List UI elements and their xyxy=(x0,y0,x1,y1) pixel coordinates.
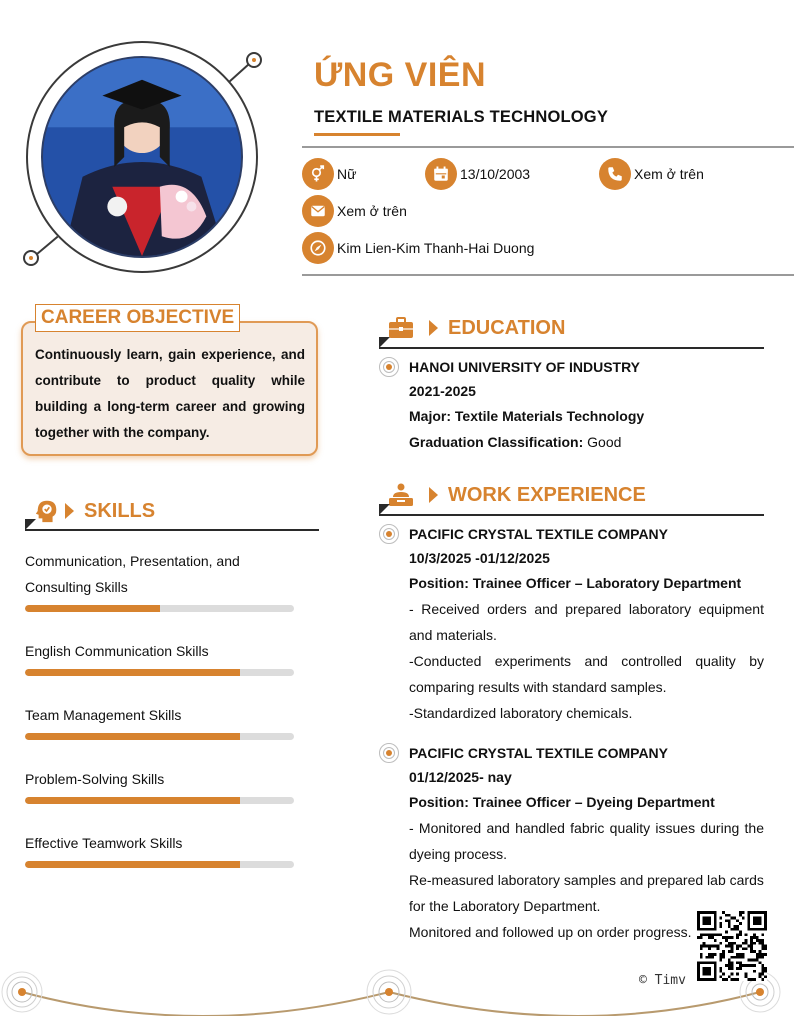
job-duty: - Monitored and handled fabric quality issues during the dyeing process. xyxy=(409,820,764,862)
job-period: 10/3/2025 -01/12/2025 xyxy=(409,550,550,566)
qr-code-graphic xyxy=(697,911,767,981)
education-years: 2021-2025 xyxy=(409,383,476,399)
address-value: Kim Lien-Kim Thanh-Hai Duong xyxy=(337,240,535,256)
deco-dot-bottom xyxy=(23,250,39,266)
job-company: PACIFIC CRYSTAL TEXTILE COMPANY xyxy=(409,745,669,761)
skill-name: Problem-Solving Skills xyxy=(25,771,165,787)
skill-name: Effective Teamwork Skills xyxy=(25,835,183,851)
skill-bar xyxy=(25,605,294,612)
job-duty: -Conducted experiments and controlled quality by comparing results with standard samples. xyxy=(409,653,764,695)
career-objective-text: Continuously learn, gain experience, and contribute to product quality while building a long-term career and growing together with the company. xyxy=(35,347,305,440)
avatar xyxy=(41,56,243,258)
career-objective-title: CAREER OBJECTIVE xyxy=(35,304,240,332)
skill-bar-fill xyxy=(25,797,240,804)
skill-name: Team Management Skills xyxy=(25,707,182,723)
job-position: Position: Trainee Officer – Laboratory Department xyxy=(409,575,742,591)
timeline-marker xyxy=(379,743,399,763)
skill-bar-fill xyxy=(25,861,240,868)
classification-value: Good xyxy=(583,434,622,450)
education-school: HANOI UNIVERSITY OF INDUSTRY xyxy=(409,359,641,375)
location-icon xyxy=(302,232,334,264)
phone-value: Xem ở trên xyxy=(634,166,704,182)
chevron-right-icon xyxy=(65,503,74,519)
gender-value: Nữ xyxy=(337,166,357,182)
email-value: Xem ở trên xyxy=(337,203,407,219)
copyright-text: © Timv xyxy=(639,973,686,988)
info-address xyxy=(302,232,534,264)
education-title: EDUCATION xyxy=(448,316,566,339)
chevron-right-icon xyxy=(429,487,438,503)
calendar-icon xyxy=(425,158,457,190)
info-divider-top xyxy=(302,146,794,148)
education-major: Major: Textile Materials Technology xyxy=(409,408,645,424)
job-duty: Monitored and followed up on order progress. xyxy=(409,924,692,940)
job-duty: - Received orders and prepared laboratory equipment and materials. xyxy=(409,601,764,643)
education-classification xyxy=(409,429,764,455)
info-birthdate xyxy=(425,158,530,190)
job-period: 01/12/2025- nay xyxy=(409,769,512,785)
work-title: WORK EXPERIENCE xyxy=(448,483,646,506)
skill-bar xyxy=(25,733,294,740)
candidate-name: ỨNG VIÊN xyxy=(314,56,487,94)
skills-divider xyxy=(25,529,319,531)
job-title: TEXTILE MATERIALS TECHNOLOGY xyxy=(314,108,609,126)
skill-bar-fill xyxy=(25,605,160,612)
briefcase-icon xyxy=(387,314,415,342)
job-position: Position: Trainee Officer – Dyeing Department xyxy=(409,794,715,810)
work-header xyxy=(387,481,646,509)
chevron-right-icon xyxy=(429,320,438,336)
job-company: PACIFIC CRYSTAL TEXTILE COMPANY xyxy=(409,526,669,542)
footer-ripple-left xyxy=(2,972,42,1012)
footer-ripple-center xyxy=(367,970,411,1014)
deco-dot-top xyxy=(246,52,262,68)
skill-bar-fill xyxy=(25,733,240,740)
info-divider-bottom xyxy=(302,274,794,276)
skill-bar xyxy=(25,797,294,804)
birthdate-value: 13/10/2003 xyxy=(460,166,531,182)
head-gear-icon xyxy=(33,497,61,525)
skill-name: Communication, Presentation, and Consulting Skills xyxy=(25,553,240,595)
deco-line-bottom xyxy=(36,236,58,255)
skill-bar xyxy=(25,669,294,676)
classification-label: Graduation Classification: xyxy=(409,434,584,450)
work-divider xyxy=(379,514,764,516)
timeline-marker xyxy=(379,357,399,377)
qr-code[interactable] xyxy=(697,911,767,981)
title-underline xyxy=(314,133,400,136)
job-duty: -Standardized laboratory chemicals. xyxy=(409,705,633,721)
skill-bar-fill xyxy=(25,669,240,676)
gender-icon xyxy=(302,158,334,190)
skill-name: English Communication Skills xyxy=(25,643,209,659)
job-duty: Re-measured laboratory samples and prepared lab cards for the Laboratory Department. xyxy=(409,872,764,914)
skills-title: SKILLS xyxy=(84,499,156,522)
education-divider xyxy=(379,347,764,349)
info-phone xyxy=(599,158,704,190)
phone-icon xyxy=(599,158,631,190)
handshake-icon xyxy=(387,481,415,509)
education-header xyxy=(387,314,565,342)
skill-bar xyxy=(25,861,294,868)
envelope-icon xyxy=(302,195,334,227)
info-gender xyxy=(302,158,356,190)
timeline-marker xyxy=(379,524,399,544)
skills-header xyxy=(33,497,155,525)
footer-decoration xyxy=(0,960,800,1016)
info-email xyxy=(302,195,407,227)
